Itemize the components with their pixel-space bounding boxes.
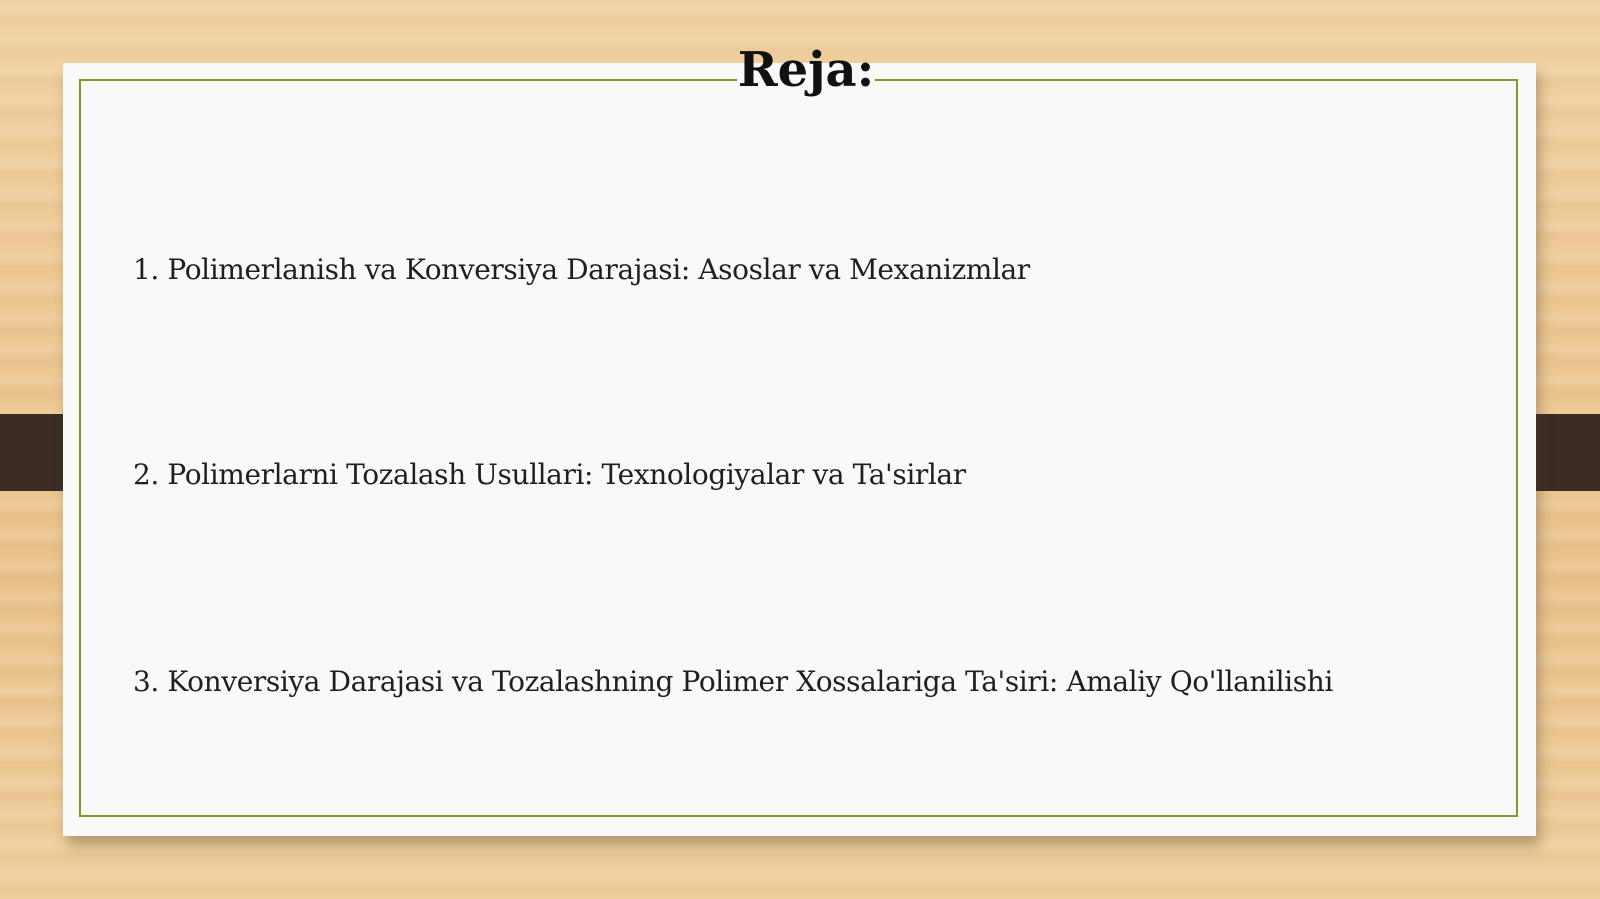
slide-title: Reja: <box>737 42 875 98</box>
slide-frame <box>79 79 1518 817</box>
agenda-item-1: 1. Polimerlanish va Konversiya Darajasi: Asoslar va Mexanizmlar <box>133 253 1030 286</box>
agenda-item-2: 2. Polimerlarni Tozalash Usullari: Texnologiyalar va Ta'sirlar <box>133 458 966 491</box>
agenda-item-3: 3. Konversiya Darajasi va Tozalashning Polimer Xossalariga Ta'siri: Amaliy Qo'llanilishi <box>133 665 1333 698</box>
